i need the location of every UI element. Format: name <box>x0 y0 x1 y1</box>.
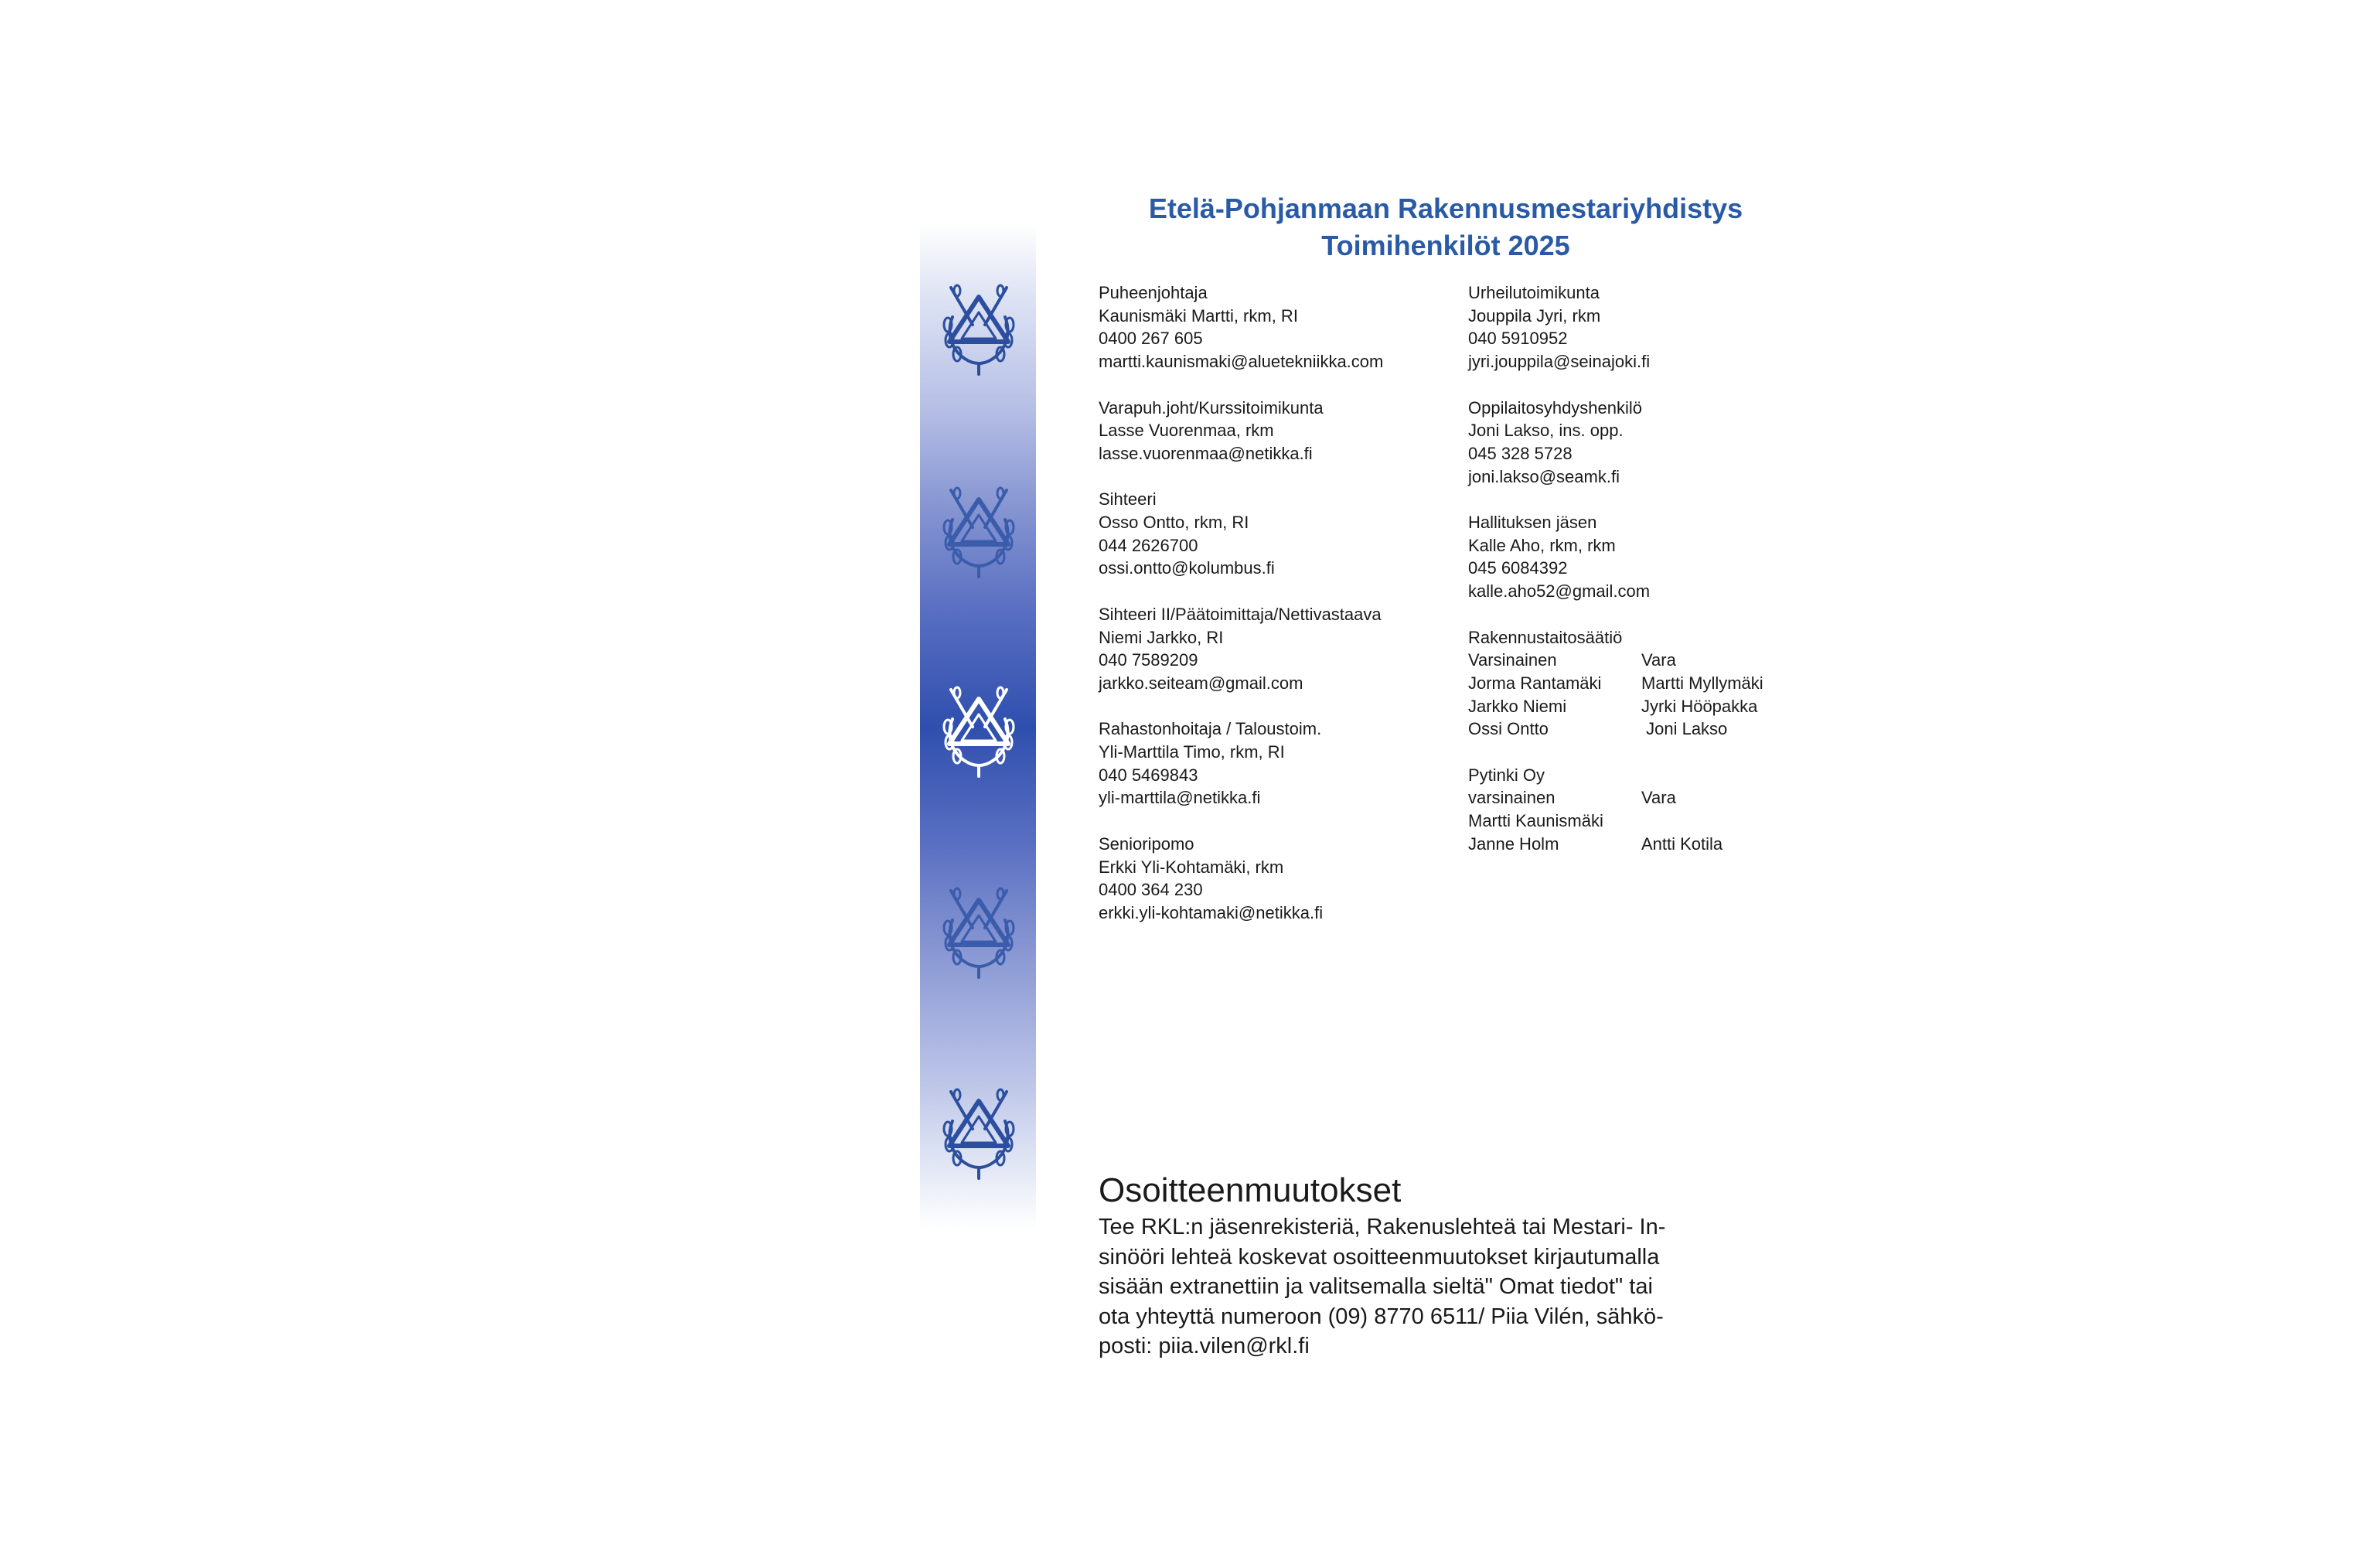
contact-role: Senioripomo <box>1099 833 1194 854</box>
contact-detail: Erkki Yli-Kohtamäki, rkm <box>1099 857 1284 877</box>
deputy-cell: Vara <box>1641 650 1676 670</box>
contact-detail: joni.lakso@seamk.fi <box>1468 466 1620 486</box>
notice-line: ota yhteyttä numeroon (09) 8770 6511/ Piia Vilén, sähkö- <box>1099 1304 1664 1329</box>
member-cell: Jorma Rantamäki <box>1468 673 1602 693</box>
member-cell: varsinainen <box>1468 788 1556 808</box>
contact-detail: jyri.jouppila@seinajoki.fi <box>1468 352 1651 372</box>
contact-detail: kalle.aho52@gmail.com <box>1468 581 1651 602</box>
notice-line: Tee RKL:n jäsenrekisteriä, Rakenuslehteä tai Mestari- In- <box>1099 1215 1666 1239</box>
contact-block <box>1468 397 1855 489</box>
member-cell: Janne Holm <box>1468 833 1559 854</box>
contact-detail: 0400 364 230 <box>1099 880 1203 900</box>
table-row <box>1468 718 1855 741</box>
contact-detail: Kalle Aho, rkm, rkm <box>1468 535 1616 555</box>
member-cell: Varsinainen <box>1468 650 1557 670</box>
foundation-title: Rakennustaitosäätiö <box>1468 627 1623 647</box>
laurel-emblem-icon <box>939 1082 1019 1181</box>
contact-detail: yli-marttila@netikka.fi <box>1099 788 1261 808</box>
table-row <box>1468 786 1855 810</box>
left-contact-column <box>1099 281 1462 947</box>
contact-detail: lasse.vuorenmaa@netikka.fi <box>1099 443 1313 463</box>
contact-block <box>1099 281 1462 373</box>
contact-detail: martti.kaunismaki@aluetekniikka.com <box>1099 352 1384 372</box>
contact-detail: Lasse Vuorenmaa, rkm <box>1099 421 1274 441</box>
notice-line: posti: piia.vilen@rkl.fi <box>1099 1334 1310 1359</box>
table-row <box>1468 695 1855 718</box>
contact-block <box>1468 511 1855 603</box>
contact-detail: Yli-Marttila Timo, rkm, RI <box>1099 742 1285 762</box>
contact-block <box>1099 833 1462 925</box>
contact-detail: 040 5469843 <box>1099 765 1198 785</box>
contact-detail: 0400 267 605 <box>1099 329 1203 349</box>
contact-detail: Niemi Jarkko, RI <box>1099 627 1224 647</box>
contact-role: Varapuh.joht/Kurssitoimikunta <box>1099 397 1324 418</box>
contact-detail: 040 7589209 <box>1099 650 1198 670</box>
contact-role: Hallituksen jäsen <box>1468 513 1597 532</box>
table-row <box>1468 833 1855 856</box>
contact-role: Urheilutoimikunta <box>1468 283 1600 302</box>
laurel-emblem-icon <box>939 680 1019 779</box>
deputy-cell: Martti Myllymäki <box>1641 673 1763 693</box>
contact-role: Sihteeri <box>1099 489 1157 510</box>
right-contact-column <box>1468 281 1855 878</box>
deputy-cell: Jyrki Hööpakka <box>1641 696 1758 716</box>
deputy-cell: Antti Kotila <box>1641 833 1723 854</box>
notice-title: Osoitteenmuutokset <box>1099 1171 1402 1209</box>
contact-block <box>1099 603 1462 695</box>
contact-block <box>1468 281 1855 373</box>
contact-detail: Joni Lakso, ins. opp. <box>1468 421 1624 441</box>
contact-block <box>1099 488 1462 580</box>
contact-detail: ossi.ontto@kolumbus.fi <box>1099 558 1275 578</box>
contact-detail: Osso Ontto, rkm, RI <box>1099 513 1249 532</box>
notice-line: sisään extranettiin ja valitsemalla sieltä" Omat tiedot" tai <box>1099 1274 1653 1300</box>
contact-role: Puheenjohtaja <box>1099 283 1208 302</box>
contact-detail: 044 2626700 <box>1099 535 1198 555</box>
title-line-2: Toimihenkilöt 2025 <box>1321 230 1570 261</box>
contact-block <box>1099 718 1462 810</box>
table-row <box>1468 810 1855 833</box>
contact-detail: 040 5910952 <box>1468 329 1568 349</box>
contact-detail: erkki.yli-kohtamaki@netikka.fi <box>1099 902 1324 922</box>
deputy-cell: Vara <box>1641 788 1676 808</box>
laurel-emblem-icon <box>939 481 1019 580</box>
laurel-emblem-icon <box>939 278 1019 377</box>
member-cell: Martti Kaunismäki <box>1468 811 1603 831</box>
page-title <box>1059 190 1832 264</box>
company-title: Pytinki Oy <box>1468 765 1545 785</box>
contact-role: Sihteeri II/Päätoimittaja/Nettivastaava <box>1099 604 1382 624</box>
laurel-emblem-icon <box>939 881 1019 980</box>
contact-role: Rahastonhoitaja / Taloustoim. <box>1099 719 1322 739</box>
address-change-notice <box>1099 1169 1717 1362</box>
title-line-1: Etelä-Pohjanmaan Rakennusmestariyhdistys <box>1148 193 1743 224</box>
contact-detail: 045 6084392 <box>1468 558 1568 578</box>
table-row <box>1468 649 1855 672</box>
contact-role: Oppilaitosyhdyshenkilö <box>1468 397 1643 418</box>
foundation-block <box>1468 626 1855 741</box>
contact-detail: Jouppila Jyri, rkm <box>1468 305 1601 326</box>
member-cell: Ossi Ontto <box>1468 719 1549 739</box>
table-row <box>1468 672 1855 695</box>
deputy-cell: Joni Lakso <box>1641 719 1728 739</box>
notice-line: sinööri lehteä koskevat osoitteenmuutokset kirjautumalla <box>1099 1244 1660 1270</box>
contact-detail: jarkko.seiteam@gmail.com <box>1099 673 1303 693</box>
member-cell: Jarkko Niemi <box>1468 696 1567 716</box>
contact-block <box>1099 397 1462 465</box>
company-block <box>1468 764 1855 856</box>
contact-detail: Kaunismäki Martti, rkm, RI <box>1099 305 1298 326</box>
contact-detail: 045 328 5728 <box>1468 443 1573 463</box>
notice-body <box>1099 1212 1717 1362</box>
